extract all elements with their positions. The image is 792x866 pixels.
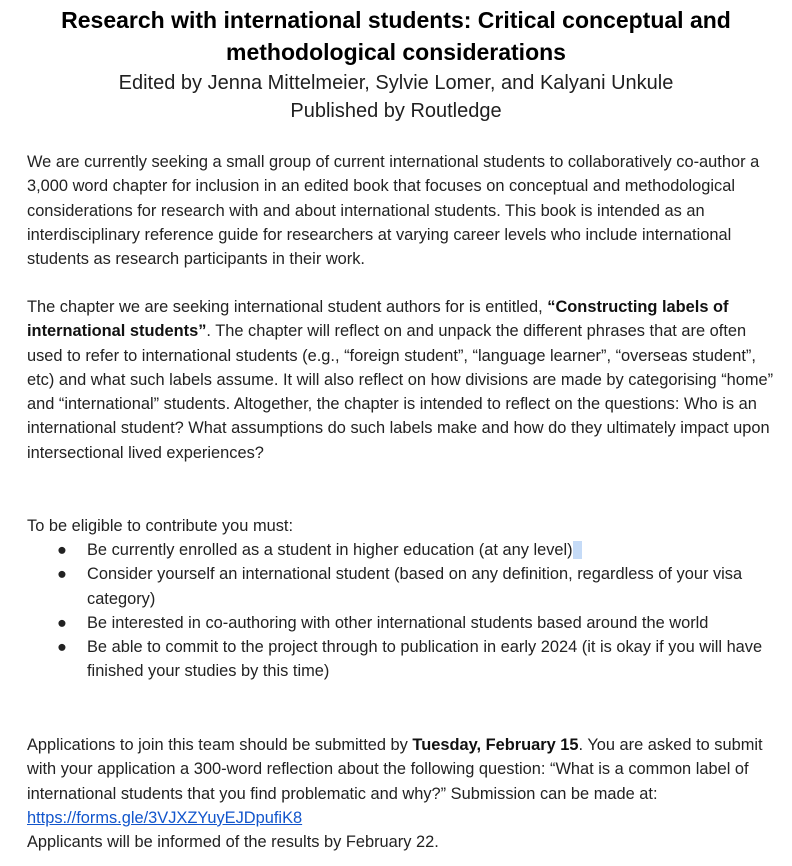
eligibility-list [27, 538, 779, 684]
chapter-lead-text: The chapter we are seeking international student authors for is entitled, [27, 298, 548, 316]
editors-line: Edited by Jenna Mittelmeier, Sylvie Lomer, and Kalyani Unkule [118, 72, 674, 94]
list-item [27, 635, 779, 684]
intro-paragraph: We are currently seeking a small group of current international students to collaboratively co-author a 3,000 word chapter for inclusion in an edited book that focuses on conceptual and methodological considerations for research with and about international students. This book is intended as an interdisciplinary reference guide for researchers at varying career levels who include international students as research participants in their work. [27, 153, 760, 269]
applications-paragraph [27, 733, 779, 830]
chapter-title-bold: “Constructing labels of international students” [27, 298, 729, 341]
chapter-paragraph [27, 295, 779, 465]
eligibility-intro: To be eligible to contribute you must: [27, 517, 294, 535]
list-item [27, 538, 779, 562]
bullet-icon: ● [57, 613, 67, 632]
bullet-icon: ● [57, 638, 67, 657]
text-selection-highlight [573, 541, 582, 559]
bullet-icon: ● [57, 565, 67, 584]
document-title-line-1: Research with international students: Critical conceptual and [61, 7, 731, 33]
list-item [27, 611, 779, 635]
applications-lead-text: Applications to join this team should be submitted by [27, 736, 413, 754]
list-item-text: Be interested in co-authoring with other international students based around the world [87, 613, 709, 632]
list-item [27, 562, 779, 611]
results-notice: Applicants will be informed of the results by February 22. [27, 833, 439, 851]
document-title-line-2: methodological considerations [226, 39, 566, 65]
list-item-text: Be currently enrolled as a student in higher education (at any level) [87, 541, 573, 559]
applications-body-text: . You are asked to submit with your application a 300-word reflection about the following question: “What is a common label of international students that you find problematic and why?” Submission can be made at: [27, 736, 763, 803]
list-item-text: Be able to commit to the project through to publication in early 2024 (it is okay if you will have finished your studies by this time) [87, 638, 763, 681]
deadline-date: Tuesday, February 15 [412, 736, 579, 754]
publisher-line: Published by Routledge [290, 100, 502, 122]
submission-form-link[interactable]: https://forms.gle/3VJXZYuyEJDpufiK8 [27, 808, 303, 827]
bullet-icon: ● [57, 541, 67, 559]
list-item-text: Consider yourself an international student (based on any definition, regardless of your visa category) [87, 565, 743, 608]
chapter-body-text: . The chapter will reflect on and unpack the different phrases that are often used to refer to international students (e.g., “foreign student”, “language learner”, “overseas student”, etc) and what such labels assume. It will also reflect on how divisions are made by categorising “home” and “international” students. Altogether, the chapter is intended to reflect on the questions: Who is an international student? What assumptions do such labels make and how do they ultimately impact upon intersectional lived experiences? [27, 322, 774, 462]
